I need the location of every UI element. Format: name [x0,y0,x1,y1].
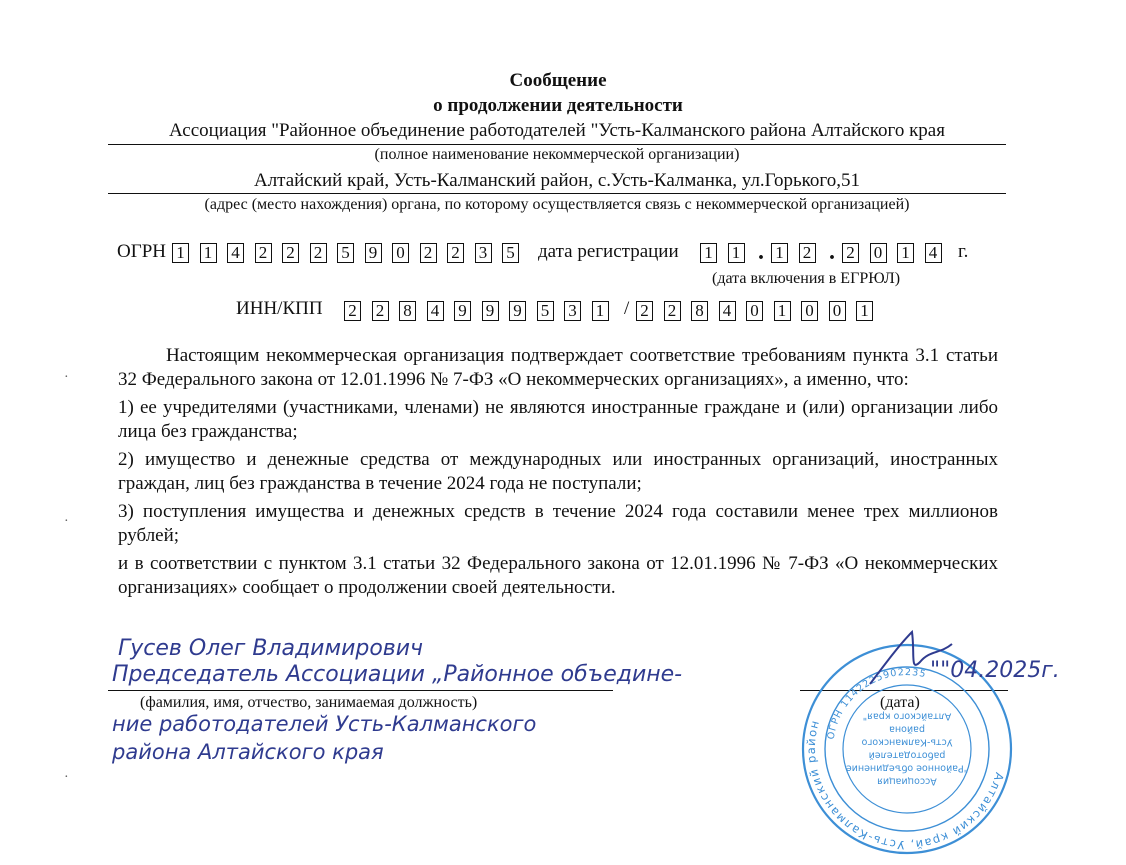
seal-ogrn-text: ОГРН 1142225902235 [825,666,928,741]
registration-date-label: дата регистрации [538,241,679,262]
intro-paragraph: Настоящим некоммерческая организация подтверждает соответствие требованиям пункта 3.1 статьи 32 Федерального закона от 12.01.1996 № 7-ФЗ «О некоммерческих организациях», а именно, что: [118,345,998,390]
inn-kpp-label: ИНН/КПП [236,298,323,319]
handwritten-position-3: района Алтайского края [112,740,384,764]
date-separator-dot: . [829,239,835,265]
seal-center-line: района [889,723,925,735]
kpp-digit-box: 8 [691,301,708,321]
ogrn-digit-box: 2 [282,243,299,263]
date-digit-box: 1 [728,243,745,263]
ogrn-digit-box: 2 [310,243,327,263]
inn-digit-box: 9 [482,301,499,321]
date-digit-box: 4 [925,243,942,263]
date-hint: (дата включения в ЕГРЮЛ) [712,270,901,287]
scan-mark: · [64,370,69,385]
seal-outer-text: Алтайский край, Усть-Калманский район [803,717,1007,853]
ogrn-digit-box: 2 [255,243,272,263]
address-rule [108,193,1006,194]
inn-digit-box: 4 [427,301,444,321]
inn-digit-box: 8 [399,301,416,321]
kpp-digit-box: 0 [829,301,846,321]
ogrn-digit-box: 5 [337,243,354,263]
ogrn-digit-box: 1 [200,243,217,263]
kpp-digit-box: 0 [746,301,763,321]
date-digit-box: 1 [771,243,788,263]
ogrn-digit-box: 3 [475,243,492,263]
body-text [118,344,998,600]
signature-stroke [860,624,960,694]
address-hint: (адрес (место нахождения) органа, по которому осуществляется связь с некоммерческой организацией) [204,196,910,213]
ogrn-boxes [172,243,532,263]
ogrn-digit-box: 2 [447,243,464,263]
inn-digit-box: 9 [509,301,526,321]
ogrn-label: ОГРН [117,241,166,262]
date-digit-box: 2 [799,243,816,263]
ogrn-digit-box: 5 [502,243,519,263]
date-digit-box: 1 [897,243,914,263]
ogrn-digit-box: 9 [365,243,382,263]
handwritten-name: Гусев Олег Владимирович [118,636,424,661]
kpp-digit-box: 1 [856,301,873,321]
scan-mark: · [64,770,69,785]
handwritten-date: ""04.2025г. [930,658,1060,683]
seal-center-line: Усть-Калманского [861,736,953,748]
seal-center-line: Ассоциация [877,775,937,787]
title-line-2: о продолжении деятельности [433,95,683,116]
kpp-digit-box: 2 [664,301,681,321]
seal-center-line: Алтайского края" [862,710,952,722]
inn-digit-box: 3 [564,301,581,321]
handwritten-position-1: Председатель Ассоциации „Районное объедине- [112,662,683,687]
year-suffix: г. [958,241,969,262]
date-digit-box: 2 [842,243,859,263]
kpp-boxes [636,301,886,321]
title-line-1: Сообщение [509,70,607,91]
inn-digit-box: 1 [592,301,609,321]
kpp-digit-box: 1 [774,301,791,321]
inn-digit-box: 2 [344,301,361,321]
org-name-hint: (полное наименование некоммерческой организации) [374,146,740,163]
seal-center-line: "Районное объединение [845,762,969,774]
ogrn-digit-box: 0 [392,243,409,263]
date-digit-box: 0 [870,243,887,263]
name-position-hint: (фамилия, имя, отчество, занимаемая должность) [140,694,478,711]
kpp-digit-box: 0 [801,301,818,321]
ogrn-digit-box: 1 [172,243,189,263]
org-full-name: Ассоциация "Районное объединение работодателей "Усть-Калманского района Алтайского края [169,120,945,141]
name-position-rule [108,690,613,691]
inn-digit-box: 2 [372,301,389,321]
org-name-rule [108,144,1006,145]
kpp-digit-box: 2 [636,301,653,321]
signature-date-hint: (дата) [880,694,920,711]
org-address: Алтайский край, Усть-Калманский район, с.Усть-Калманка, ул.Горького,51 [253,170,860,191]
item-2: 2) имущество и денежные средства от международных или иностранных организаций, иностранных граждан, лиц без гражданства в течение 2024 года не поступали; [118,449,998,494]
inn-digit-box: 5 [537,301,554,321]
scan-mark: · [64,514,69,529]
seal-center-line: работодателей [868,749,946,761]
registration-date-boxes [700,239,952,265]
inn-digit-box: 9 [454,301,471,321]
kpp-digit-box: 4 [719,301,736,321]
inn-kpp-separator: / [624,298,630,319]
handwritten-position-2: ние работодателей Усть-Калманского [112,712,537,736]
ogrn-digit-box: 2 [420,243,437,263]
item-1: 1) ее учредителями (участниками, членами) не являются иностранные граждане и (или) организации либо лица без гражданства; [118,397,998,442]
date-digit-box: 1 [700,243,717,263]
closing-paragraph: и в соответствии с пунктом 3.1 статьи 32 Федерального закона от 12.01.1996 № 7-ФЗ «О некоммерческих организациях» сообщает о продолжении своей деятельности. [118,553,998,598]
item-3: 3) поступления имущества и денежных средств в течение 2024 года составили менее трех миллионов рублей; [118,501,998,546]
ogrn-digit-box: 4 [227,243,244,263]
inn-boxes [344,301,620,321]
date-separator-dot: . [758,239,764,265]
